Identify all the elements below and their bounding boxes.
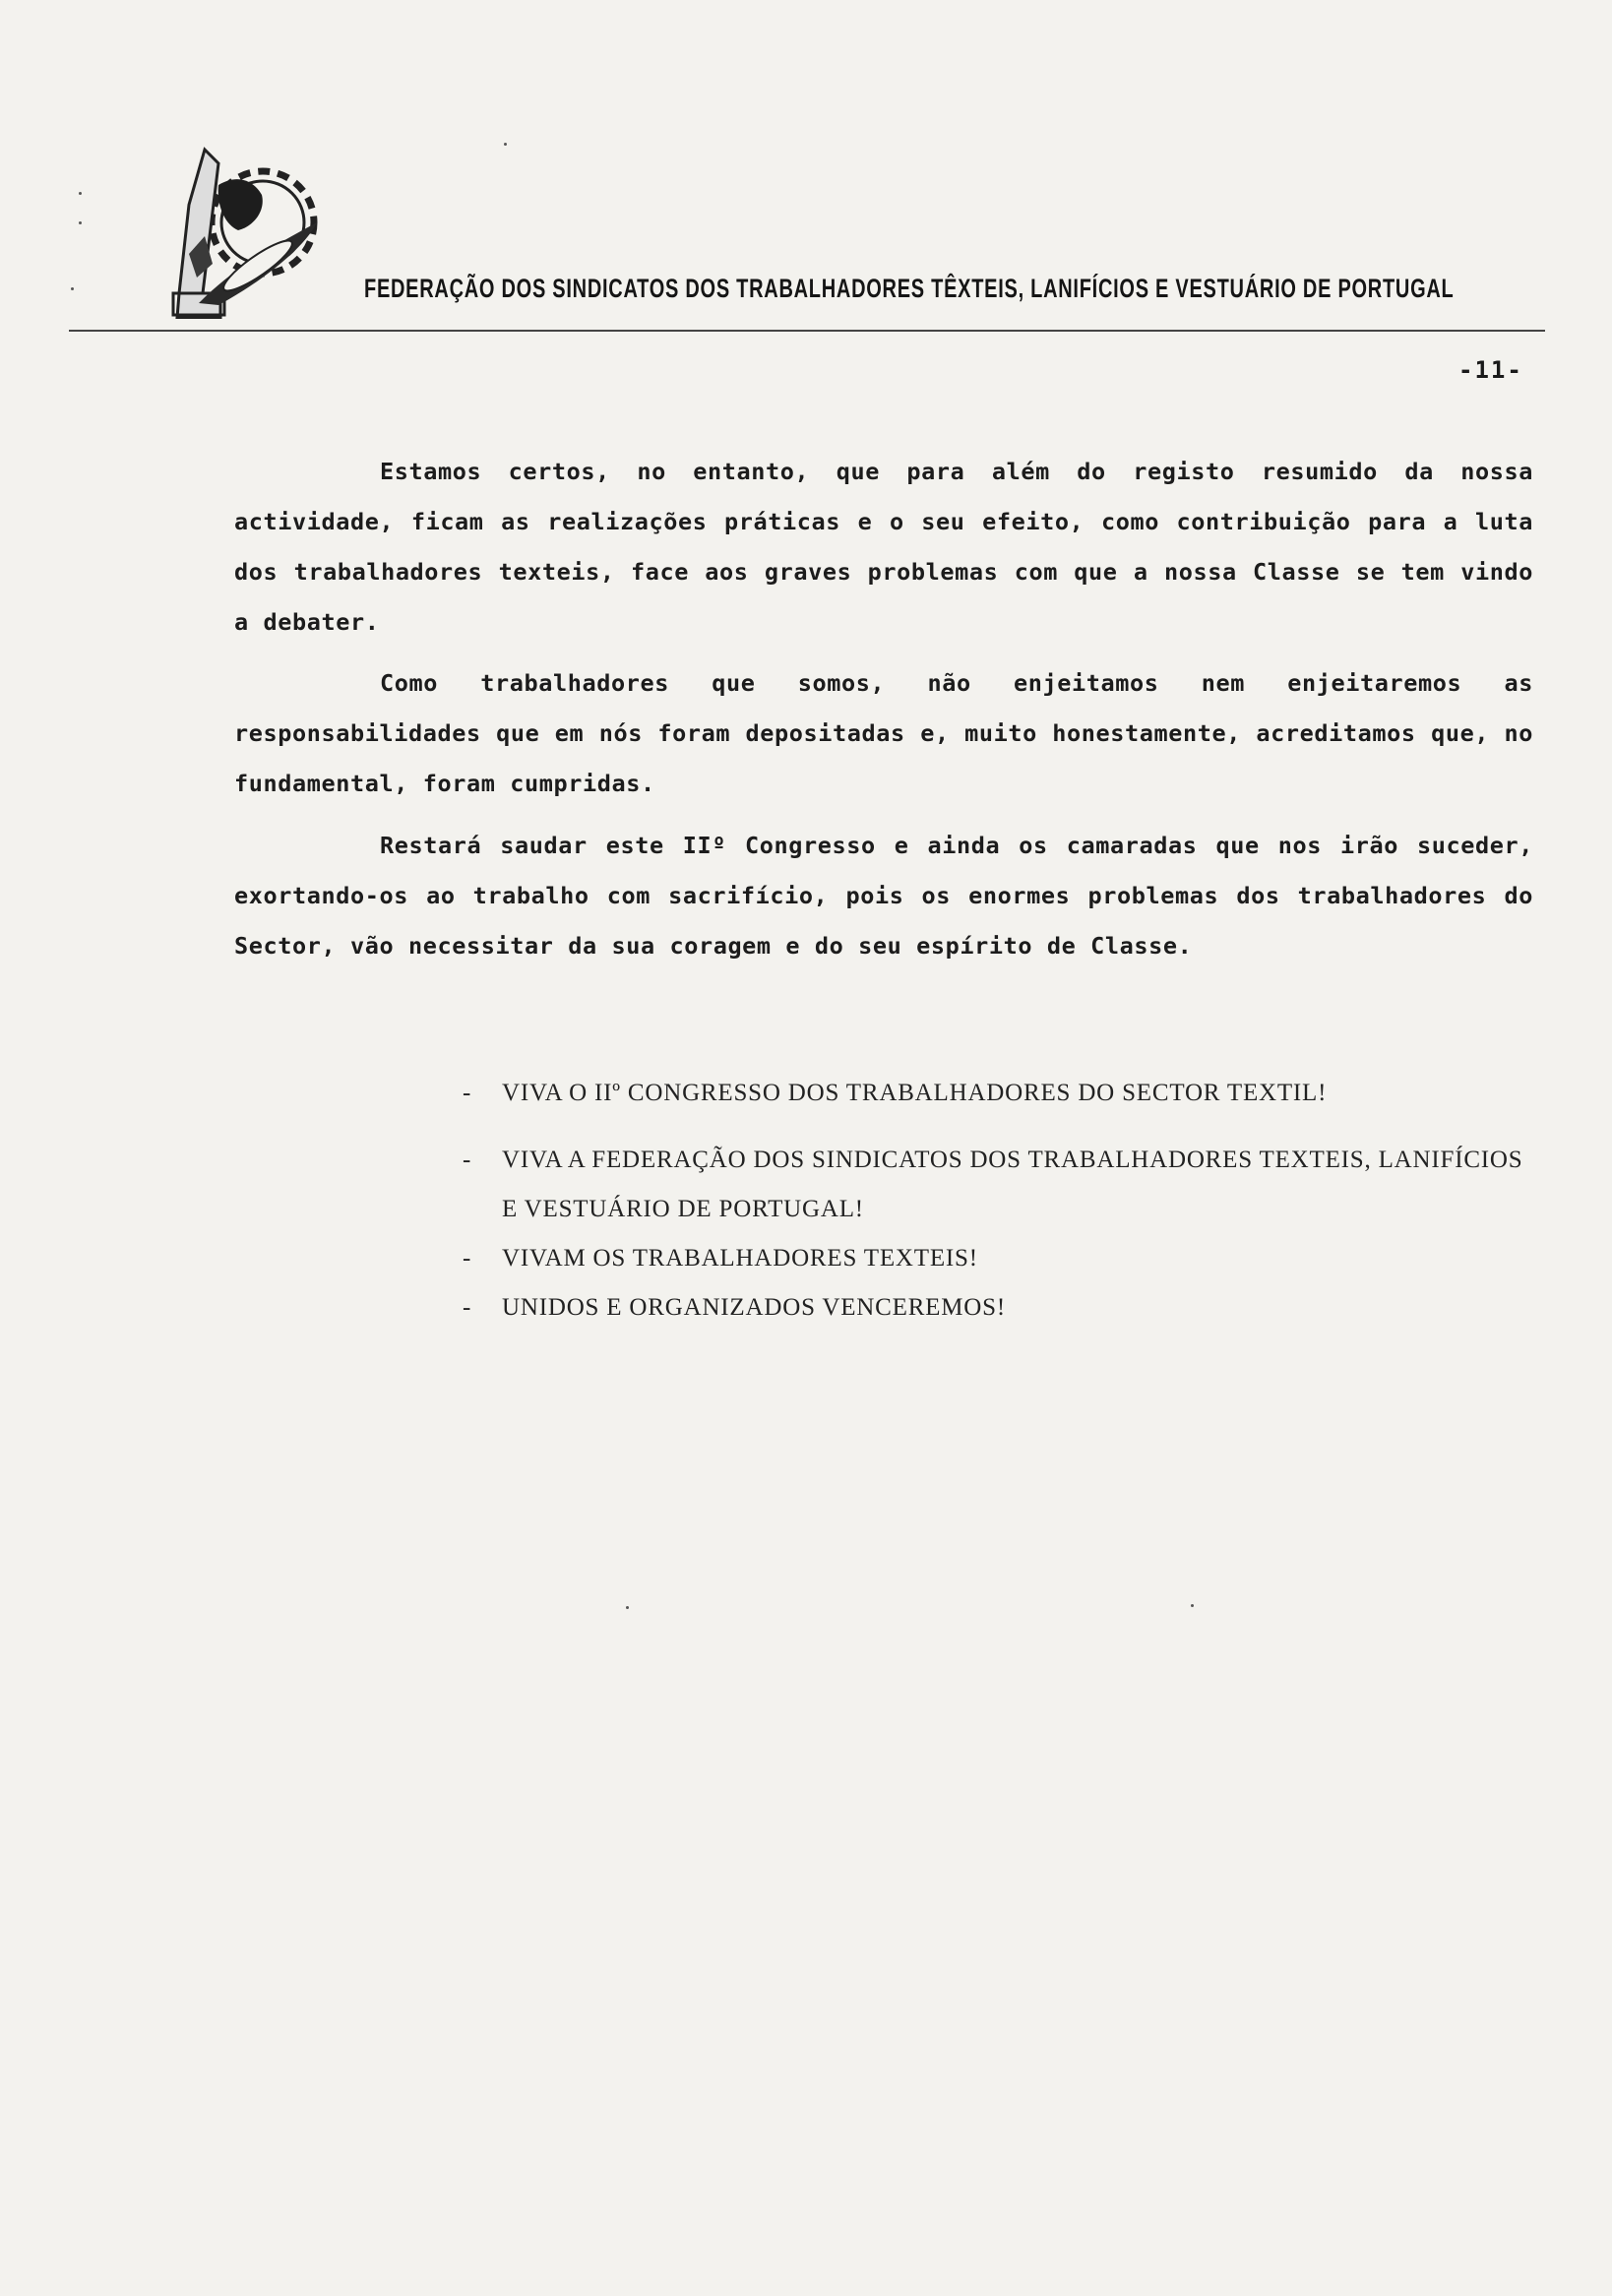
- scan-speck: [79, 192, 82, 195]
- slogan-text: VIVAM OS TRABALHADORES TEXTEIS!: [502, 1245, 978, 1272]
- slogan-text: VIVA O IIº CONGRESSO DOS TRABALHADORES DO SECTOR TEXTIL!: [502, 1080, 1328, 1106]
- slogan-item: [463, 1283, 1545, 1333]
- slogan-dash: -: [463, 1245, 472, 1272]
- organization-title: FEDERAÇÃO DOS SINDICATOS DOS TRABALHADORES TÊXTEIS, LANIFÍCIOS E VESTUÁRIO DE PORTUGAL: [364, 274, 1455, 303]
- slogan-dash: -: [463, 1080, 472, 1106]
- paragraph-3: Restará saudar este IIº Congresso e ainda os camaradas que nos irão suceder, exortando-os ao trabalho com sacrifício, pois os enormes problemas dos trabalhadores do Sector, vão necessitar da sua coragem e do seu espírito de Classe.: [234, 832, 1533, 960]
- paragraph-1: Estamos certos, no entanto, que para além do registo resumido da nossa actividade, ficam as realizações práticas e o seu efeito, como contribuição para a luta dos trabalhadores texteis, face aos graves problemas com que a nossa Classe se tem vindo a debater.: [234, 458, 1533, 636]
- page-number: -11-: [1458, 356, 1523, 384]
- slogan-text: UNIDOS E ORGANIZADOS VENCEREMOS!: [502, 1294, 1006, 1321]
- scan-speck: [71, 287, 74, 290]
- scan-speck: [1191, 1604, 1194, 1607]
- scan-speck: [626, 1606, 629, 1609]
- paragraph-2: Como trabalhadores que somos, não enjeitamos nem enjeitaremos as responsabilidades que em nós foram depositadas e, muito honestamente, acreditamos que, no fundamental, foram cumpridas.: [234, 669, 1533, 797]
- header-divider: [69, 330, 1545, 332]
- scan-speck: [79, 221, 82, 224]
- slogan-item: [463, 1136, 1545, 1234]
- slogan-dash: -: [463, 1294, 472, 1321]
- scan-speck: [504, 143, 507, 146]
- slogan-text: VIVA A FEDERAÇÃO DOS SINDICATOS DOS TRABALHADORES TEXTEIS, LANIFÍCIOS E VESTUÁRIO DE PORTUGAL!: [502, 1147, 1523, 1222]
- federation-logo: [159, 146, 329, 319]
- slogan-item: [463, 1069, 1545, 1118]
- slogan-item: [463, 1234, 1545, 1283]
- slogan-dash: -: [463, 1147, 472, 1173]
- slogan-list: [463, 1069, 1545, 1333]
